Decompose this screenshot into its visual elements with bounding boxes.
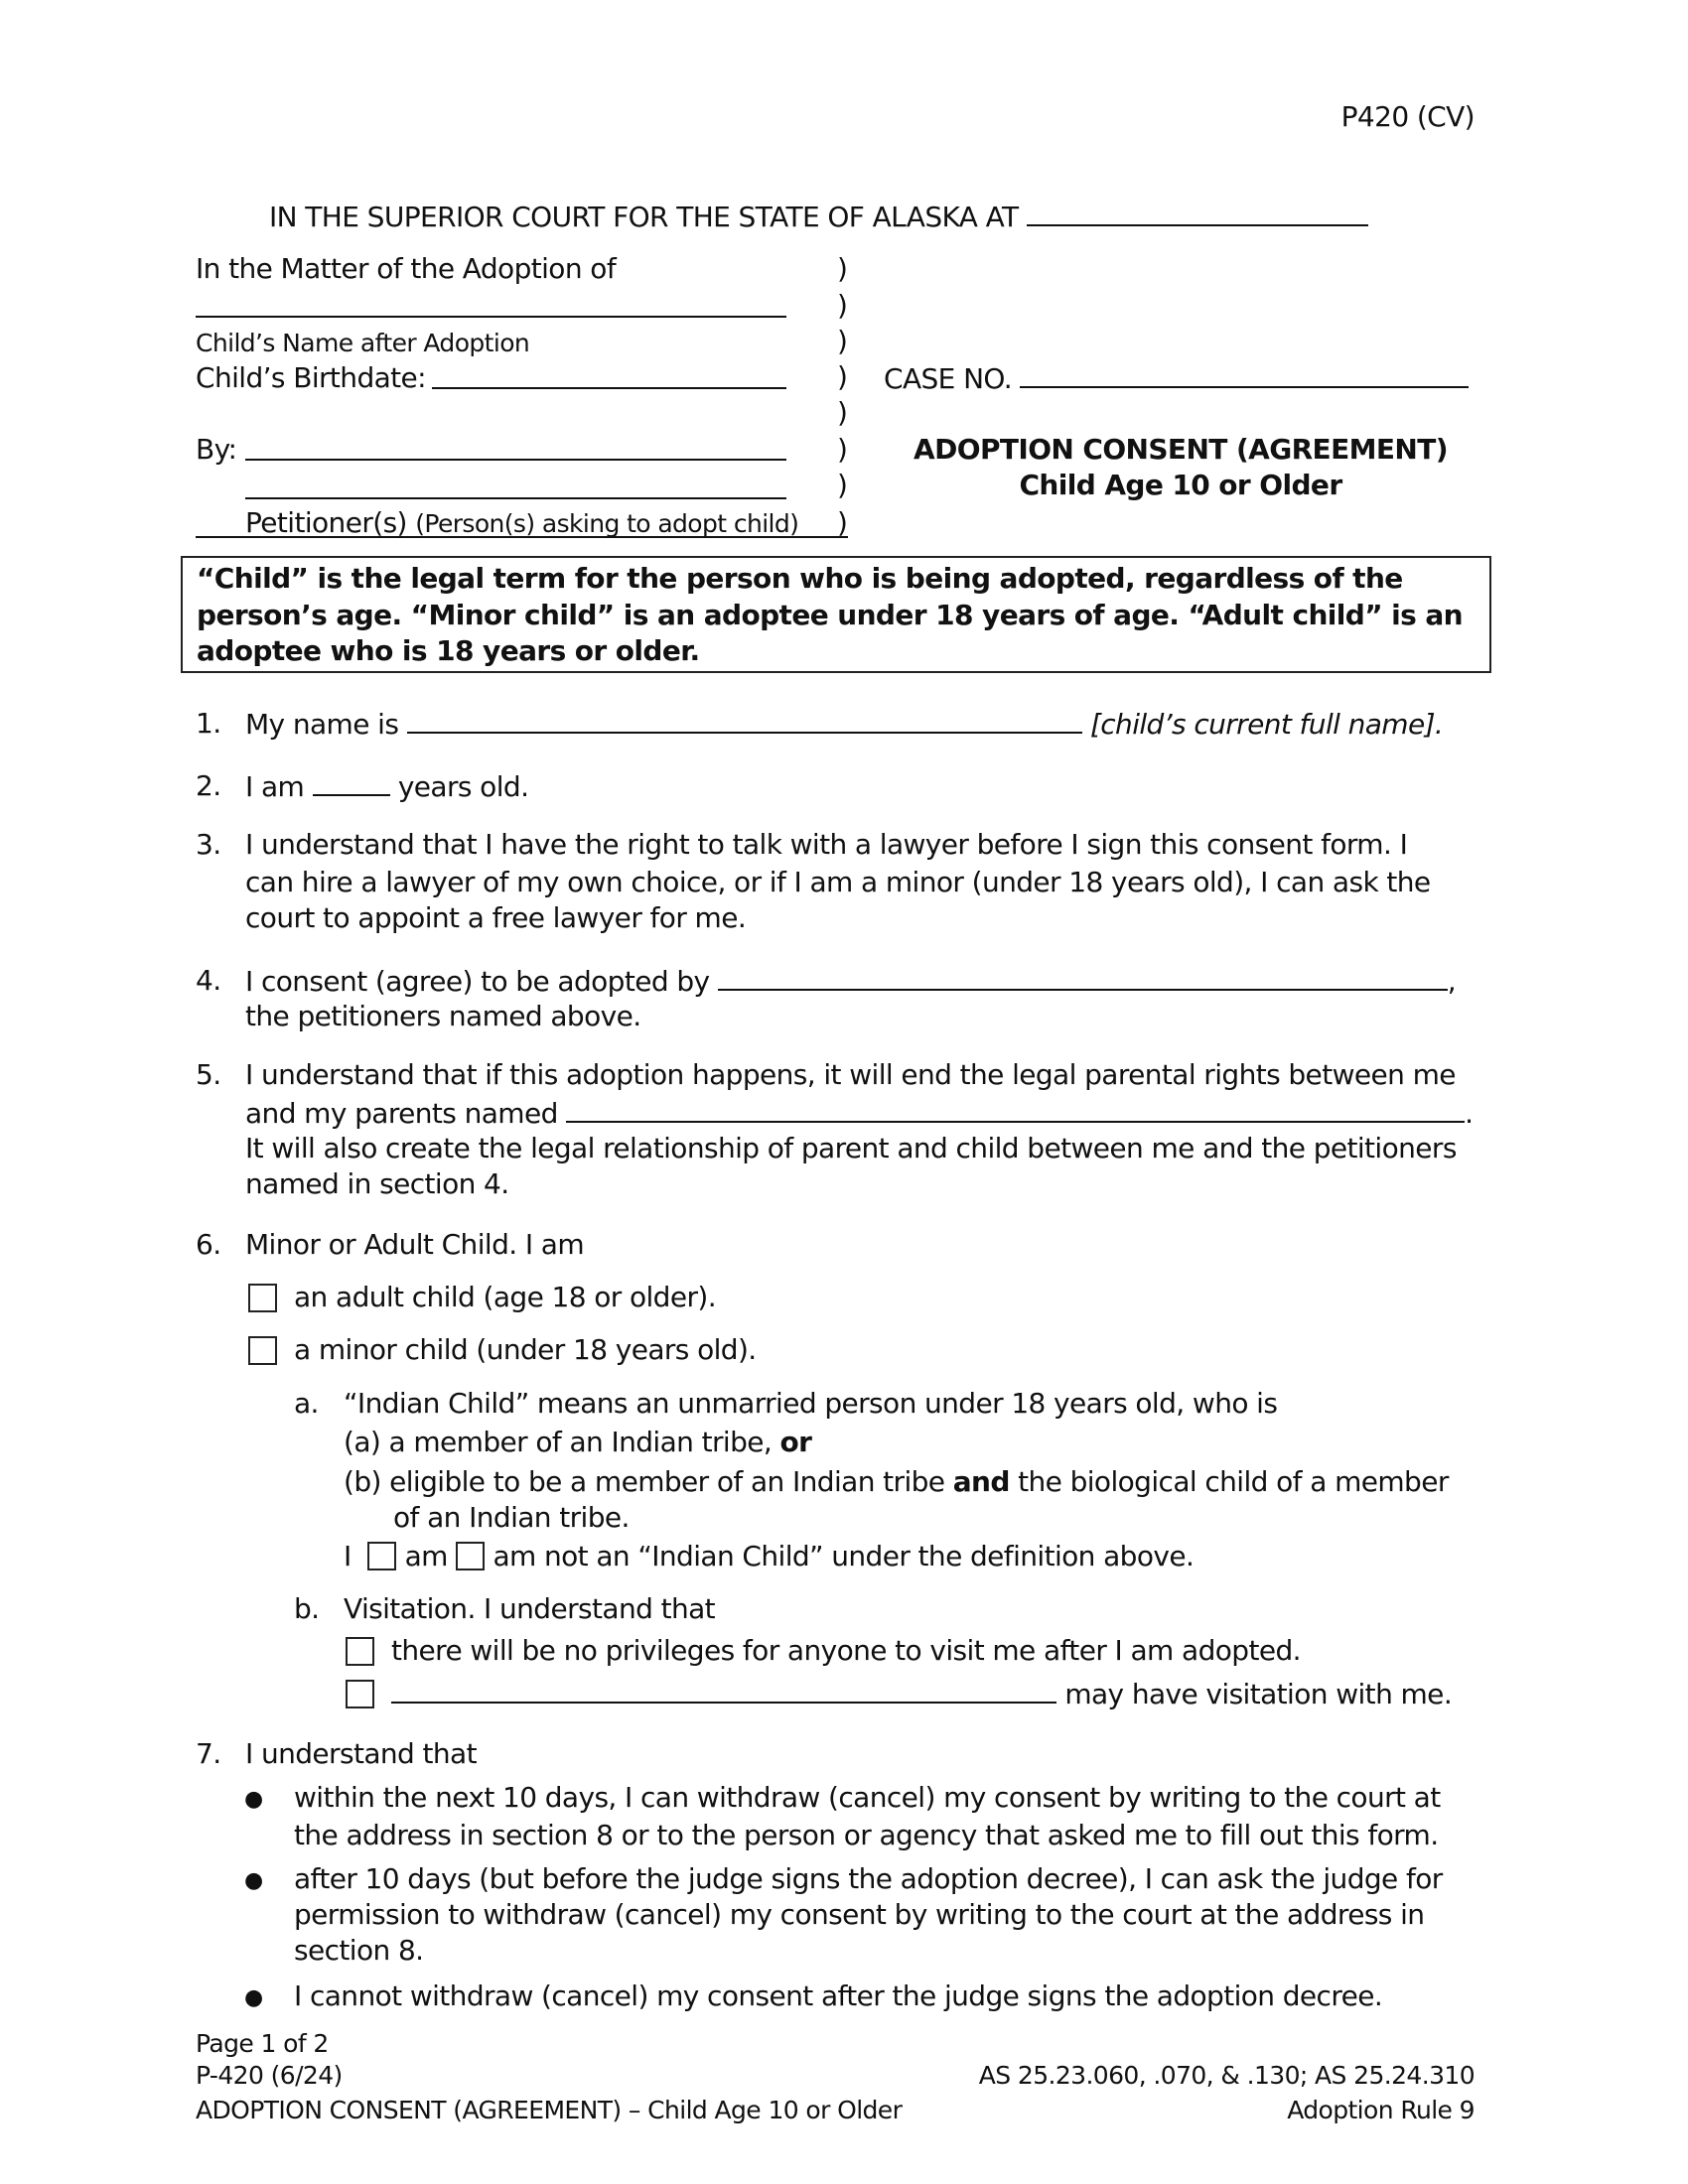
visitation-text: Visitation. I understand that	[344, 1592, 716, 1625]
item-1-text: My name is	[245, 708, 399, 741]
notice-line: person’s age. “Minor child” is an adoptee under 18 years of age. “Adult child” is an	[197, 599, 1464, 631]
definition-b-text: (b) eligible to be a member of an Indian tribe	[344, 1465, 945, 1498]
court-heading-text: IN THE SUPERIOR COURT FOR THE STATE OF ALASKA AT	[269, 201, 1019, 233]
adopting-petitioners-field[interactable]	[718, 963, 1448, 991]
am-indian-child-checkbox[interactable]	[367, 1542, 396, 1570]
page-number: Page 1 of 2	[196, 2029, 329, 2058]
item-number: 4.	[196, 964, 221, 997]
indian-child-definition: “Indian Child” means an unmarried person under 18 years old, who is	[344, 1387, 1278, 1420]
item-7-text: I understand that	[245, 1737, 477, 1770]
item-number: 6.	[196, 1228, 221, 1261]
footer-form-number: P-420 (6/24)	[196, 2061, 343, 2090]
item-4	[245, 963, 1456, 1000]
case-no-label: CASE NO.	[884, 362, 1013, 395]
notice-line: “Child” is the legal term for the person who is being adopted, regardless of the	[197, 562, 1403, 595]
am-not-label: am not an “Indian Child” under the definition above.	[492, 1540, 1195, 1572]
definition-b-line: of an Indian tribe.	[393, 1501, 630, 1534]
footer-statutes: AS 25.23.060, .070, & .130; AS 25.24.310	[978, 2061, 1475, 2090]
item-1-hint: [child’s current full name].	[1089, 708, 1444, 741]
definition-a	[344, 1425, 811, 1460]
definition-b-text-end: the biological child of a member	[1018, 1465, 1449, 1498]
item-3-line: can hire a lawyer of my own choice, or if I am a minor (under 18 years old), I can ask the	[245, 866, 1431, 898]
court-location-field[interactable]	[1027, 199, 1368, 226]
petitioner-field-1[interactable]	[245, 459, 786, 461]
caption-paren: )	[837, 506, 848, 539]
caption-paren: )	[837, 469, 848, 501]
case-no-field[interactable]	[1020, 360, 1469, 388]
item-5-line: named in section 4.	[245, 1167, 509, 1200]
item-number: 5.	[196, 1058, 221, 1091]
item-3-line: I understand that I have the right to talk with a lawyer before I sign this consent form. I	[245, 828, 1408, 861]
bullet-line: permission to withdraw (cancel) my consent by writing to the court at the address in	[294, 1898, 1425, 1931]
item-2-text: I am	[245, 770, 305, 803]
parents-names-field[interactable]	[566, 1095, 1465, 1123]
age-field[interactable]	[313, 768, 390, 796]
case-no	[884, 360, 1469, 397]
bullet-line: section 8.	[294, 1934, 424, 1967]
item-4-line: the petitioners named above.	[245, 1000, 641, 1032]
visitation-checkbox[interactable]	[346, 1680, 374, 1708]
by-label: By:	[196, 433, 237, 466]
petitioners-label-text: Petitioner(s)	[245, 506, 407, 539]
definition-and: and	[952, 1465, 1010, 1498]
adult-child-checkbox[interactable]	[248, 1284, 277, 1312]
bullet-icon: ●	[244, 1985, 264, 2010]
item-number: 2.	[196, 769, 221, 802]
item-5-line	[245, 1095, 1473, 1132]
definition-a-text: (a) a member of an Indian tribe,	[344, 1426, 773, 1458]
footer-title: ADOPTION CONSENT (AGREEMENT) – Child Age 10 or Older	[196, 2096, 903, 2124]
bullet-line: after 10 days (but before the judge signs the adoption decree), I can ask the judge for	[294, 1862, 1443, 1895]
minor-child-label: a minor child (under 18 years old).	[294, 1333, 757, 1366]
sub-label-a: a.	[294, 1387, 319, 1420]
sub-label-b: b.	[294, 1592, 320, 1625]
item-number: 1.	[196, 707, 221, 740]
no-visitation-label: there will be no privileges for anyone to visit me after I am adopted.	[391, 1634, 1301, 1667]
caption-paren: )	[837, 360, 848, 393]
caption-paren: )	[837, 289, 848, 322]
form-subtitle: Child Age 10 or Older	[1019, 469, 1342, 501]
indian-child-status	[344, 1539, 1194, 1574]
bullet-icon: ●	[244, 1868, 264, 1893]
am-not-indian-child-checkbox[interactable]	[456, 1542, 485, 1570]
visitation-name-field[interactable]	[391, 1676, 1056, 1704]
birthdate-label: Child’s Birthdate:	[196, 361, 427, 394]
item-1	[245, 706, 1443, 743]
footer-rule: Adoption Rule 9	[1287, 2096, 1475, 2124]
am-label: am	[404, 1540, 448, 1572]
caption-paren: )	[837, 252, 848, 285]
caption-paren: )	[837, 325, 848, 357]
item-2-text-end: years old.	[397, 770, 529, 803]
minor-child-checkbox[interactable]	[248, 1336, 277, 1365]
item-number: 7.	[196, 1737, 221, 1770]
petitioners-label	[245, 505, 798, 542]
bullet-line: the address in section 8 or to the person or agency that asked me to fill out this form.	[294, 1819, 1439, 1851]
child-current-name-field[interactable]	[407, 706, 1082, 734]
birthdate-field[interactable]	[432, 387, 786, 389]
court-heading	[269, 199, 1368, 235]
definition-b	[344, 1464, 1449, 1500]
notice-line: adoptee who is 18 years or older.	[197, 634, 700, 667]
bullet-icon: ●	[244, 1787, 264, 1812]
adult-child-label: an adult child (age 18 or older).	[294, 1281, 717, 1313]
child-name-label: Child’s Name after Adoption	[196, 329, 530, 357]
item-6-text: Minor or Adult Child. I am	[245, 1228, 585, 1261]
bullet-line: I cannot withdraw (cancel) my consent after the judge signs the adoption decree.	[294, 1979, 1383, 2012]
no-visitation-checkbox[interactable]	[346, 1637, 374, 1666]
item-5-line: I understand that if this adoption happens, it will end the legal parental rights between me	[245, 1058, 1456, 1091]
form-title: ADOPTION CONSENT (AGREEMENT)	[914, 433, 1448, 466]
definition-or: or	[779, 1426, 812, 1458]
item-number: 3.	[196, 828, 221, 861]
item-4-text: I consent (agree) to be adopted by	[245, 965, 710, 998]
caption-paren: )	[837, 396, 848, 429]
item-5-line: It will also create the legal relationship of parent and child between me and the petitioners	[245, 1132, 1457, 1164]
child-name-field[interactable]	[196, 316, 786, 318]
item-4-comma: ,	[1447, 965, 1457, 998]
item-2	[245, 768, 528, 805]
caption-paren: )	[837, 433, 848, 466]
form-code: P420 (CV)	[1340, 100, 1475, 133]
item-5-text: and my parents named	[245, 1097, 558, 1130]
bullet-line: within the next 10 days, I can withdraw (cancel) my consent by writing to the court at	[294, 1781, 1441, 1814]
item-5-period: .	[1465, 1097, 1474, 1130]
petitioners-note: (Person(s) asking to adopt child)	[415, 509, 799, 538]
status-i: I	[344, 1540, 352, 1572]
petitioner-field-2[interactable]	[245, 497, 786, 499]
visitation-label: may have visitation with me.	[1064, 1678, 1453, 1710]
visitation-line	[391, 1676, 1452, 1712]
item-3-line: court to appoint a free lawyer for me.	[245, 901, 747, 934]
matter-label: In the Matter of the Adoption of	[196, 252, 617, 285]
